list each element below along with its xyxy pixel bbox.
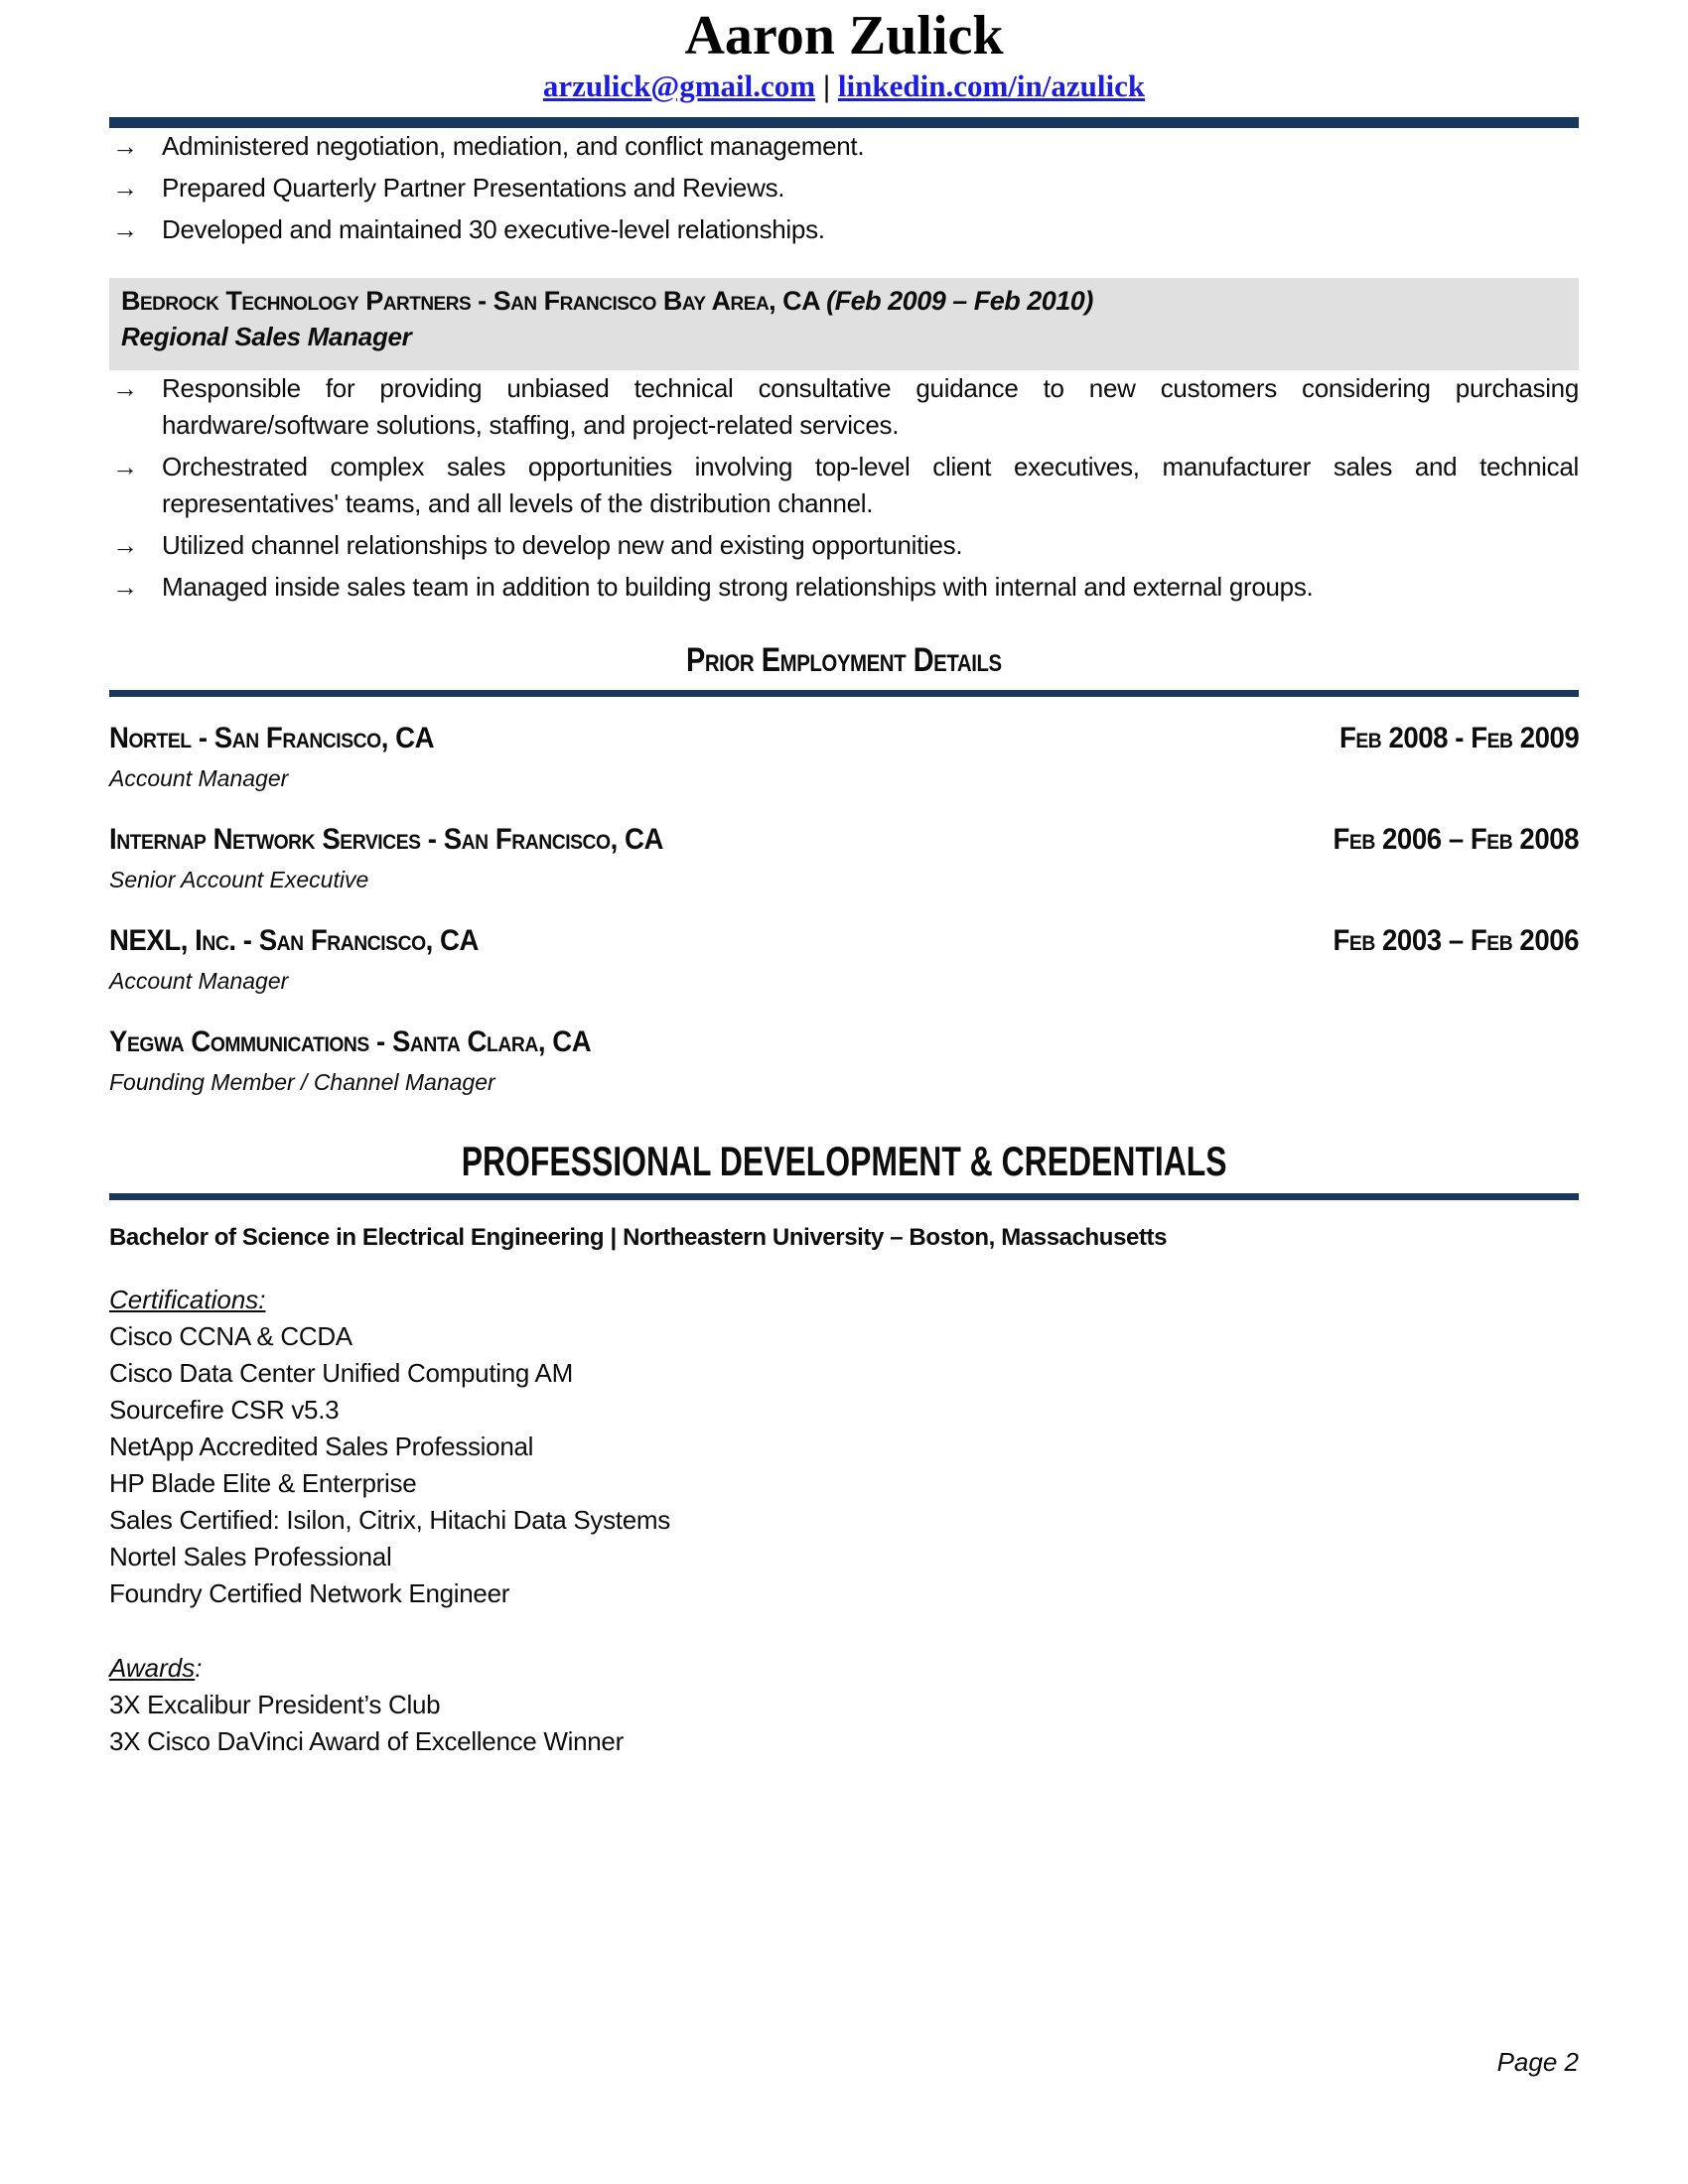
certification-item: Cisco CCNA & CCDA: [109, 1321, 352, 1351]
linkedin-link[interactable]: linkedin.com/in/azulick: [837, 68, 1146, 103]
arrow-bullet-icon: →: [112, 214, 138, 244]
certification-list: [109, 1318, 1579, 1612]
job-bullet-item: [109, 449, 1579, 522]
summary-bullet-list: [109, 128, 1579, 248]
award-item: 3X Cisco DaVinci Award of Excellence Winner: [109, 1726, 624, 1756]
degree-separator: |: [610, 1224, 617, 1251]
bullet-text: Orchestrated complex sales opportunities involving top-level client executives, manufacturer sales and technical representatives' teams, and all levels of the distribution channel.: [162, 452, 1579, 518]
arrow-bullet-icon: →: [112, 173, 138, 203]
contact-separator: |: [823, 68, 830, 103]
job-title: Account Manager: [109, 765, 289, 791]
job-title: Account Manager: [109, 968, 289, 994]
summary-bullet-item: [109, 128, 1579, 165]
job-title: Founding Member / Channel Manager: [109, 1069, 495, 1095]
job-dates: Feb 2003 – Feb 2006: [1333, 924, 1579, 957]
section-heading-professional-development: [109, 1138, 1579, 1185]
current-job-bullet-list: [109, 370, 1579, 606]
section-heading-text: Prior Employment Details: [686, 641, 1002, 679]
arrow-bullet-icon: →: [112, 530, 138, 560]
bullet-text: Managed inside sales team in addition to building strong relationships with internal and external groups.: [162, 572, 1314, 602]
awards-label: Awards:: [109, 1653, 203, 1683]
job-title: Senior Account Executive: [109, 867, 369, 892]
job-row: [109, 921, 1579, 1001]
bullet-text: Administered negotiation, mediation, and conflict management.: [162, 131, 865, 161]
arrow-bullet-icon: →: [112, 373, 138, 403]
header-rule: [109, 117, 1579, 128]
job-dates: Feb 2008 - Feb 2009: [1338, 722, 1579, 754]
company-name: NEXL, Inc. - San Francisco, CA: [109, 924, 480, 957]
degree-line: [109, 1220, 1579, 1256]
bullet-text: Developed and maintained 30 executive-level relationships.: [162, 214, 825, 244]
page-title: Aaron Zulick: [684, 5, 1004, 67]
university-text: Northeastern University – Boston, Massachusetts: [623, 1224, 1168, 1251]
certification-item: Sourcefire CSR v5.3: [109, 1395, 340, 1425]
company-name: Internap Network Services - San Francisco, CA: [109, 823, 663, 856]
bullet-text: Utilized channel relationships to develop new and existing opportunities.: [162, 530, 963, 560]
section-rule: [109, 1193, 1579, 1200]
certification-item: Foundry Certified Network Engineer: [109, 1578, 510, 1608]
summary-bullet-item: [109, 170, 1579, 206]
current-job-company-line: [121, 283, 1567, 319]
job-bullet-item: [109, 527, 1579, 564]
certification-item: Sales Certified: Isilon, Citrix, Hitachi Data Systems: [109, 1505, 670, 1535]
certification-item: Cisco Data Center Unified Computing AM: [109, 1358, 573, 1388]
section-rule: [109, 690, 1579, 697]
company-name: Nortel - San Francisco, CA: [109, 722, 435, 754]
award-item: 3X Excalibur President’s Club: [109, 1690, 441, 1719]
prior-employment-list: [109, 719, 1579, 1102]
job-title: Regional Sales Manager: [121, 322, 412, 351]
company-name: Yegwa Communications - Santa Clara, CA: [109, 1025, 592, 1058]
awards-list: [109, 1687, 1579, 1760]
arrow-bullet-icon: →: [112, 572, 138, 602]
job-row: [109, 1023, 1579, 1102]
bullet-text: Responsible for providing unbiased technical consultative guidance to new customers considering purchasing hardware/software solutions, staffing, and project-related services.: [162, 373, 1579, 440]
job-bullet-item: [109, 370, 1579, 444]
contact-line: [109, 68, 1579, 105]
summary-bullet-item: [109, 211, 1579, 248]
arrow-bullet-icon: →: [112, 131, 138, 161]
job-dates: (Feb 2009 – Feb 2010): [826, 286, 1093, 316]
job-dates: Feb 2006 – Feb 2008: [1333, 823, 1579, 856]
certification-item: Nortel Sales Professional: [109, 1542, 392, 1571]
page-number: Page 2: [1496, 2047, 1579, 2077]
job-row: [109, 820, 1579, 899]
awards-colon: :: [195, 1653, 203, 1683]
certification-item: HP Blade Elite & Enterprise: [109, 1468, 417, 1498]
certification-item: NetApp Accredited Sales Professional: [109, 1432, 534, 1461]
certifications-label: Certifications:: [109, 1285, 266, 1314]
awards-section: [109, 1650, 1579, 1760]
job-bullet-item: [109, 569, 1579, 606]
email-link[interactable]: arzulick@gmail.com: [542, 68, 816, 103]
company-name: Bedrock Technology Partners - San Francisco Bay Area, CA: [121, 286, 827, 316]
bullet-text: Prepared Quarterly Partner Presentations and Reviews.: [162, 173, 785, 203]
current-job-banner: [109, 278, 1579, 370]
section-heading-prior-employment: [109, 639, 1579, 681]
section-heading-text: PROFESSIONAL DEVELOPMENT & CREDENTIALS: [461, 1138, 1227, 1184]
degree-text: Bachelor of Science in Electrical Engineering: [109, 1224, 605, 1251]
arrow-bullet-icon: →: [112, 452, 138, 481]
job-row: [109, 719, 1579, 798]
